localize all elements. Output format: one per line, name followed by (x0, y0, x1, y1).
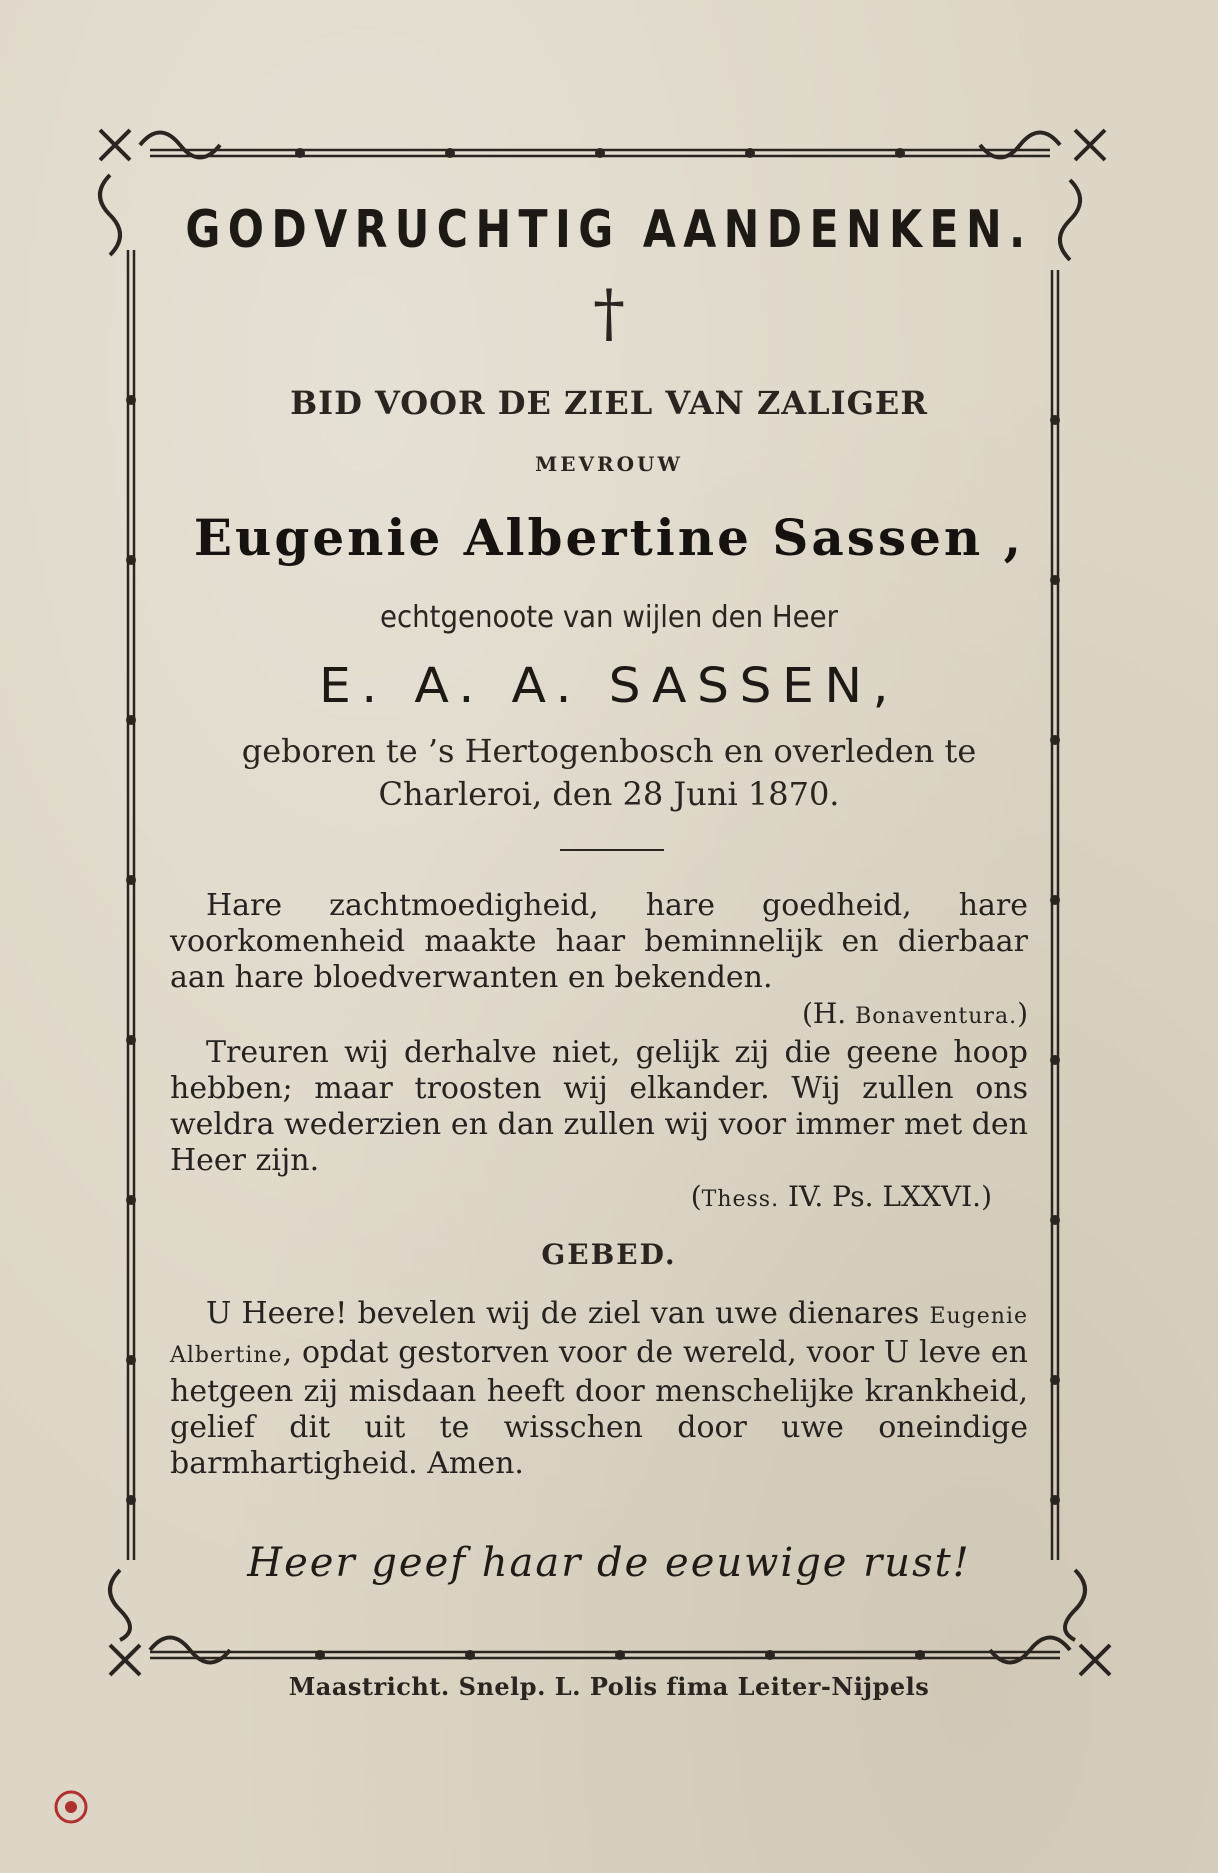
citation-1-name: Bonaventura. (855, 1004, 1018, 1029)
husband-name: E. A. A. SASSEN, (318, 658, 900, 714)
birth-death-info (0, 730, 1218, 816)
deceased-name: Eugenie Albertine Sassen , (193, 508, 1025, 567)
divider (560, 849, 664, 851)
pray-line: BID VOOR DE ZIEL VAN ZALIGER (290, 384, 928, 422)
citation-2-name: Thess. (701, 1187, 780, 1212)
birth-line-2: Charleroi, den 28 Juni 1870. (378, 775, 840, 813)
birth-line-1: geboren te ’s Hertogenbosch en overleden te (241, 732, 977, 770)
quote-section (170, 888, 1028, 1218)
prayer-heading: GEBED. (541, 1238, 677, 1271)
quote-2: Treuren wij derhalve niet, gelijk zij die geene hoop hebben; maar troosten wij elkander. Wij zullen ons weldra wederzien en dan zullen wij voor immer met den Heer zijn. (170, 1035, 1028, 1178)
prayer-name: Eugenie Albertine (170, 1304, 1028, 1368)
prayer-text: U Heere! bevelen wij de ziel van uwe dienares Eugenie Albertine, opdat gestorven voor de wereld, voor U leve en hetgeen zij misdaan heeft door menschelijke krankheid, gelief dit uit te wisschen door uwe oneindige barmhartigheid. Amen. (170, 1296, 1028, 1481)
cross-icon: † (593, 277, 625, 351)
spouse-line: echtgenoote van wijlen den Heer (380, 600, 838, 635)
printer-credit: Maastricht. Snelp. L. Polis fima Leiter-Nijpels (288, 1672, 930, 1701)
citation-1: (H. Bonaventura.) (801, 997, 1028, 1030)
citation-2: (Thess. IV. Ps. LXXVI.) (690, 1180, 992, 1213)
closing-line: Heer geef haar de eeuwige rust! (247, 1540, 971, 1586)
card-title: GODVRUCHTIG AANDENKEN. (185, 200, 1033, 260)
honorific: MEVROUW (535, 452, 683, 476)
quote-1: Hare zachtmoedigheid, hare goedheid, hare voorkomenheid maakte haar beminnelijk en dierbaar aan hare bloedverwanten en bekenden. (170, 888, 1028, 995)
collector-stamp-icon (52, 1788, 90, 1826)
